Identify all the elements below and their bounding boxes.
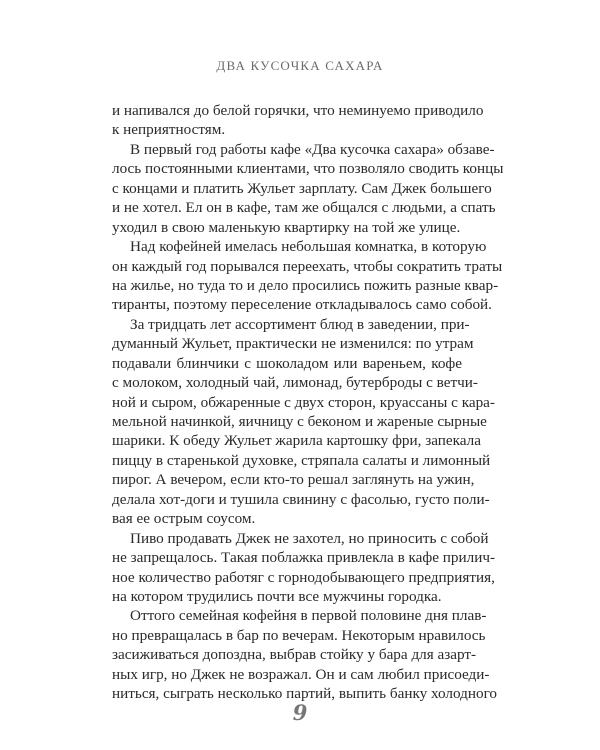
text-line: не запрещалось. Такая поблажка привлекла в кафе прилич- xyxy=(112,549,496,567)
text-line: с концами и платить Жульет зарплату. Сам Джек большего xyxy=(112,179,492,197)
paragraph xyxy=(112,140,504,237)
text-line: но превращалась в бар по вечерам. Некоторым нравилось xyxy=(112,626,486,644)
text-line: ное количество работяг с горнодобывающего предприятия, xyxy=(112,568,495,586)
paragraph xyxy=(112,606,498,703)
text-line: шарики. К обеду Жульет жарила картошку фри, запекала xyxy=(112,432,481,450)
text-line: Пиво продавать Джек не захотел, но приносить с собой xyxy=(130,529,489,547)
text-line: Над кофейней имелась небольшая комнатка, в которую xyxy=(130,238,487,256)
text-line: мельной начинкой, яичницу с беконом и жареные сырные xyxy=(112,413,487,430)
text-line: пирог. А вечером, если кто-то решал заглянуть на ужин, xyxy=(112,471,475,489)
text-line: на жилье, но туда то и дело просились пожить разные квар- xyxy=(112,276,499,294)
text-line: ной и сыром, обжаренные с двух сторон, круассаны с кара- xyxy=(112,393,495,411)
text-line: делала хот-доги и тушила свинину с фасолью, густо поли- xyxy=(112,490,490,508)
text-line: и не хотел. Ел он в кафе, там же общался с людьми, а спать xyxy=(112,199,496,217)
running-head: ДВА КУСОЧКА САХАРА xyxy=(216,58,384,73)
paragraph xyxy=(112,315,495,529)
text-line: думанный Жульет, практически не изменился: по утрам xyxy=(112,335,474,353)
text-line: В первый год работы кафе «Два кусочка сахара» обзаве- xyxy=(130,140,495,158)
paragraph xyxy=(112,101,484,140)
paragraph xyxy=(112,237,503,315)
text-line: За тридцать лет ассортимент блюд в заведении, при- xyxy=(130,315,470,333)
text-line: лось постоянными клиентами, что позволяло сводить концы xyxy=(112,160,504,178)
text-line: с молоком, холодный чай, лимонад, бутерброды с ветчи- xyxy=(112,374,478,392)
text-line: вая ее острым соусом. xyxy=(112,510,256,528)
text-line: ных игр, но Джек не возражал. Он и сам любил присоеди- xyxy=(112,665,490,683)
text-line: тиранты, поэтому переселение откладывалось само собой. xyxy=(112,296,492,314)
text-line: засиживаться допоздна, выбрав стойку у бара для азарт- xyxy=(112,646,477,664)
paragraph xyxy=(112,529,496,607)
text-line: Оттого семейная кофейня в первой половине дня плав- xyxy=(130,607,487,625)
text-line: к неприятностям. xyxy=(112,121,226,139)
text-line: уходил в свою маленькую квартирку на той же улице. xyxy=(112,218,461,236)
text-line: подавали блинчики с шоколадом или вареньем, кофе xyxy=(112,354,462,372)
text-line: и напивался до белой горячки, что неминуемо приводило xyxy=(112,102,484,119)
text-line: пиццу в старенькой духовке, стряпала салаты и лимонный xyxy=(112,451,491,469)
text-line: он каждый год порывался переехать, чтобы сократить траты xyxy=(112,257,503,275)
text-line: на котором трудились почти все мужчины городка. xyxy=(112,587,442,605)
page-number: 9 xyxy=(292,700,308,725)
body-text xyxy=(112,101,504,704)
text-line: ниться, сыграть несколько партий, выпить банку холодного xyxy=(112,685,498,703)
